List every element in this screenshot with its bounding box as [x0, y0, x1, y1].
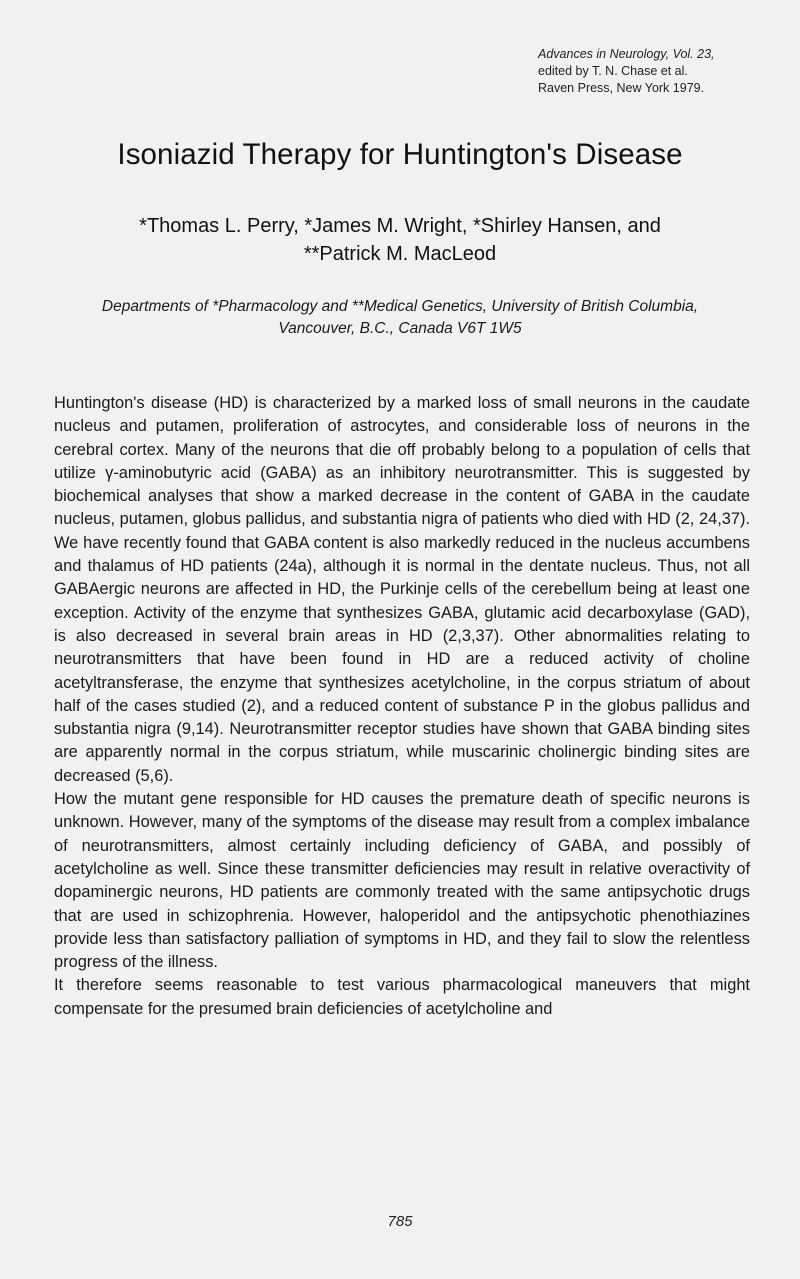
- citation-editors: edited by T. N. Chase et al.: [538, 64, 688, 78]
- body-paragraph-3: It therefore seems reasonable to test various pharmacological maneuvers that might compensate for the presumed brain deficiencies of acetylcholine and: [54, 976, 750, 1018]
- citation-journal: Advances in Neurology, Vol. 23,: [538, 47, 715, 61]
- page-number: 785: [387, 1213, 413, 1230]
- body-paragraph-2: How the mutant gene responsible for HD causes the premature death of specific neurons is unknown. However, many of the symptoms of the disease may result from a complex imbalance of neurotransmitters, almost certainly including deficiency of GABA, and possibly of acetylcholine as well. Since these transmitter deficiencies may result in relative overactivity of dopaminergic neurons, HD patients are commonly treated with the same antipsychotic drugs that are used in schizophrenia. However, haloperidol and the antipsychotic phenothiazines provide less than satisfactory palliation of symptoms in HD, and they fail to slow the relentless progress of the illness.: [54, 790, 750, 972]
- article-body: [54, 392, 750, 1021]
- affiliation-line-1: Departments of *Pharmacology and **Medical Genetics, University of British Columbia,: [101, 298, 699, 315]
- citation-block: [538, 46, 778, 97]
- citation-publisher: Raven Press, New York 1979.: [538, 81, 705, 95]
- author-list: [60, 212, 740, 268]
- author-line-2: **Patrick M. MacLeod: [303, 243, 497, 265]
- affiliation: [40, 296, 760, 340]
- affiliation-line-2: Vancouver, B.C., Canada V6T 1W5: [278, 320, 522, 337]
- author-line-1: *Thomas L. Perry, *James M. Wright, *Shirley Hansen, and: [139, 215, 661, 237]
- body-paragraph-1: Huntington's disease (HD) is characterized by a marked loss of small neurons in the caudate nucleus and putamen, proliferation of astrocytes, and considerable loss of neurons in the cerebral cortex. Many of the neurons that die off probably belong to a population of cells that utilize γ-aminobutyric acid (GABA) as an inhibitory neurotransmitter. This is suggested by biochemical analyses that show a marked decrease in the content of GABA in the caudate nucleus, putamen, globus pallidus, and substantia nigra of patients who died with HD (2, 24,37). We have recently found that GABA content is also markedly reduced in the nucleus accumbens and thalamus of HD patients (24a), although it is normal in the dentate nucleus. Thus, not all GABAergic neurons are affected in HD, the Purkinje cells of the cerebellum being at least one exception. Activity of the enzyme that synthesizes GABA, glutamic acid decarboxylase (GAD), is also decreased in several brain areas in HD (2,3,37). Other abnormalities relating to neurotransmitters that have been found in HD are a reduced activity of choline acetyltransferase, the enzyme that synthesizes acetylcholine, in the corpus striatum of about half of the cases studied (2), and a reduced content of substance P in the globus pallidus and substantia nigra (9,14). Neurotransmitter receptor studies have shown that GABA binding sites are apparently normal in the corpus striatum, while muscarinic cholinergic binding sites are decreased (5,6).: [54, 394, 750, 785]
- article-title: Isoniazid Therapy for Huntington's Disease: [117, 138, 683, 171]
